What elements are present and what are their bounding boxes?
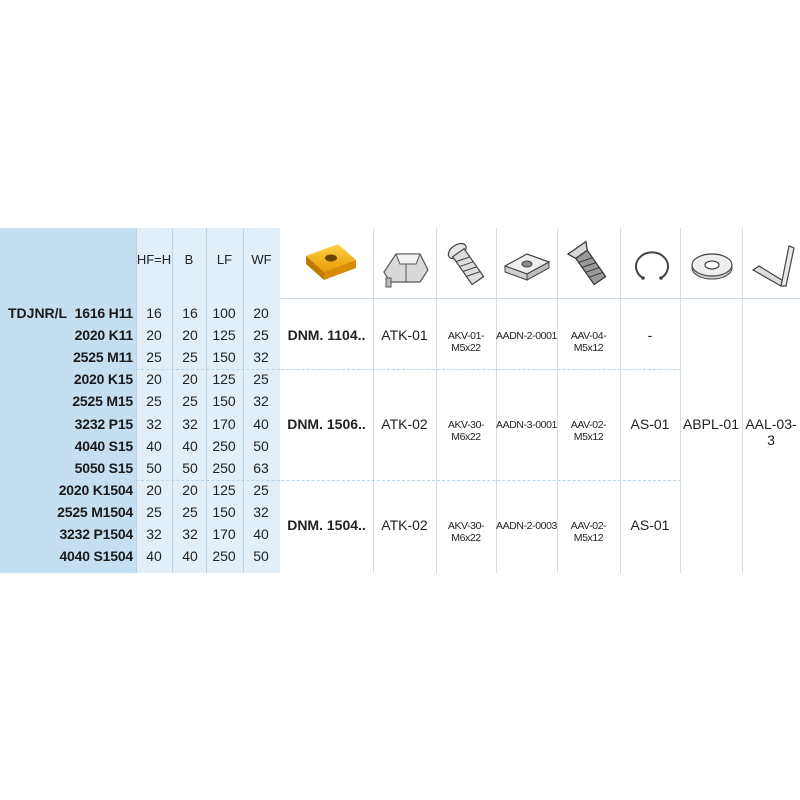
shim-screw-part: AAV-04-M5x12: [570, 330, 607, 354]
dimension-lf: 150: [212, 349, 236, 365]
header-hf: HF=H: [136, 252, 172, 267]
clamp-screw-part: AKV-30-M6x22: [447, 520, 485, 544]
dimension-lf: 125: [212, 327, 236, 343]
clamp-screw-part: AKV-01-M5x22: [447, 330, 485, 354]
ring-part: -: [647, 327, 653, 343]
dimension-b: 25: [182, 349, 198, 365]
model-code: 5050 S15: [74, 460, 133, 476]
dimension-wf: 32: [253, 504, 269, 520]
dimension-wf: 25: [253, 482, 269, 498]
retaining-ring-icon: [623, 236, 679, 294]
dimension-b: 40: [182, 438, 198, 454]
dimension-wf: 20: [253, 305, 269, 321]
dimension-hf: 25: [146, 393, 162, 409]
dimension-hf: 50: [146, 460, 162, 476]
group-divider: [136, 369, 681, 370]
dimension-wf: 25: [253, 371, 269, 387]
dimension-lf: 125: [212, 482, 236, 498]
dimension-b: 25: [182, 504, 198, 520]
dimension-hf: 40: [146, 548, 162, 564]
shim-part: AADN-2-0003: [496, 520, 557, 532]
ring-part: AS-01: [630, 517, 670, 533]
clamp-icon: [376, 236, 434, 294]
dimension-hf: 25: [146, 349, 162, 365]
insert-part: DNM. 1504..: [287, 517, 366, 533]
insert-part: DNM. 1104..: [287, 327, 366, 343]
dimension-b: 32: [182, 416, 198, 432]
clamp-part: ATK-02: [381, 416, 428, 432]
shim-part: AADN-2-0001: [496, 330, 557, 342]
rhombic-insert-icon: [290, 236, 368, 294]
model-code: 2020 K11: [74, 327, 133, 343]
dimension-b: 40: [182, 548, 198, 564]
model-code: 1616 H11: [74, 305, 133, 321]
dimension-lf: 125: [212, 371, 236, 387]
clamp-screw-part: AKV-30-M6x22: [447, 419, 485, 443]
header-wf: WF: [251, 252, 272, 267]
dimension-lf: 170: [212, 416, 236, 432]
dimension-wf: 40: [253, 526, 269, 542]
dimension-b: 20: [182, 327, 198, 343]
dimension-b: 16: [182, 305, 198, 321]
dimension-b: 20: [182, 371, 198, 387]
dimension-b: 50: [182, 460, 198, 476]
dimension-lf: 250: [212, 548, 236, 564]
dimension-hf: 20: [146, 327, 162, 343]
shim-screw-part: AAV-02-M5x12: [570, 419, 607, 443]
dimension-hf: 32: [146, 416, 162, 432]
header-divider: [280, 298, 800, 299]
header-b: B: [184, 252, 194, 267]
dimension-lf: 100: [212, 305, 236, 321]
shim-screw-part: AAV-02-M5x12: [570, 520, 607, 544]
hex-key-icon: [745, 236, 800, 294]
clamp-part: ATK-02: [381, 517, 428, 533]
header-lf: LF: [216, 252, 233, 267]
dimension-hf: 20: [146, 371, 162, 387]
dimension-hf: 32: [146, 526, 162, 542]
dimension-wf: 63: [253, 460, 269, 476]
dimension-b: 25: [182, 393, 198, 409]
dimension-lf: 170: [212, 526, 236, 542]
ring-part: AS-01: [630, 416, 670, 432]
dimension-wf: 50: [253, 438, 269, 454]
dimension-lf: 250: [212, 438, 236, 454]
dimension-b: 20: [182, 482, 198, 498]
model-code: 2525 M15: [72, 393, 133, 409]
shim-icon: [499, 236, 555, 294]
dimension-wf: 32: [253, 349, 269, 365]
grid-line: [742, 228, 743, 573]
dimension-hf: 25: [146, 504, 162, 520]
model-code: 2020 K1504: [58, 482, 133, 498]
group-divider: [136, 480, 681, 481]
model-code: 4040 S15: [74, 438, 133, 454]
grid-line: [680, 228, 681, 573]
shim-screw-icon: [560, 236, 618, 294]
washer-part: ABPL-01: [682, 416, 740, 432]
dimension-wf: 40: [253, 416, 269, 432]
washer-icon: [683, 236, 741, 294]
model-code: 2020 K15: [73, 371, 133, 387]
dimension-hf: 16: [146, 305, 162, 321]
model-code: 3232 P15: [74, 416, 133, 432]
dimension-wf: 32: [253, 393, 269, 409]
dimension-hf: 40: [146, 438, 162, 454]
clamp-part: ATK-01: [381, 327, 428, 343]
dimension-lf: 250: [212, 460, 236, 476]
hex-key-part: AAL-03-3: [745, 416, 797, 448]
dimension-b: 32: [182, 526, 198, 542]
insert-part: DNM. 1506..: [287, 416, 366, 432]
model-code: 3232 P1504: [59, 526, 133, 542]
model-code: 2525 M11: [73, 349, 133, 365]
dimension-lf: 150: [212, 393, 236, 409]
clamp-screw-icon: [439, 236, 495, 294]
dimension-wf: 25: [253, 327, 269, 343]
model-prefix: TDJNR/L: [8, 305, 68, 321]
dimension-lf: 150: [212, 504, 236, 520]
model-code: 2525 M1504: [57, 504, 133, 520]
dimension-wf: 50: [253, 548, 269, 564]
shim-part: AADN-3-0001: [496, 419, 557, 431]
dimension-hf: 20: [146, 482, 162, 498]
model-code: 4040 S1504: [59, 548, 133, 564]
